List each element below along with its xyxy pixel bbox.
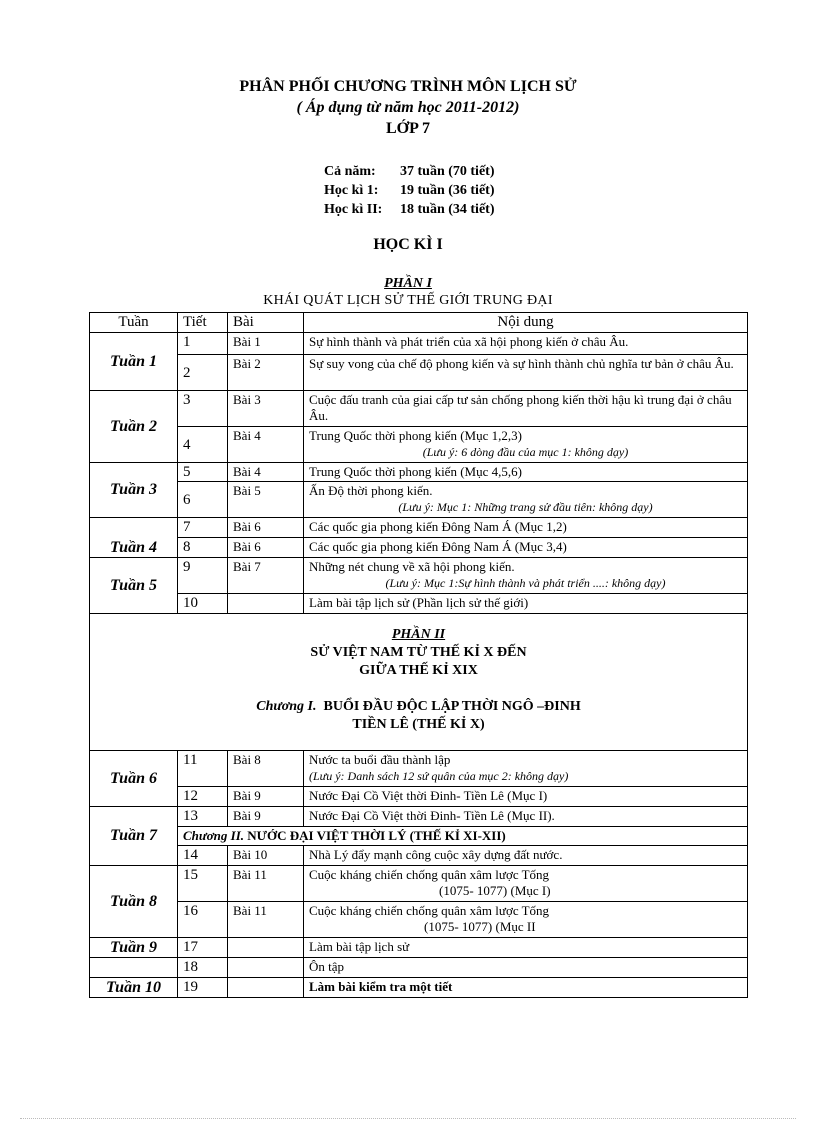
lesson-cell: Bài 6	[228, 518, 304, 538]
part2-title-line2: GIỮA THẾ KỈ XIX	[359, 663, 478, 678]
summary-semester-2	[324, 202, 495, 218]
lesson-cell	[228, 978, 304, 998]
note-text: (Lưu ý: Mục 1: Những trang sử đầu tiên: không dạy)	[398, 500, 653, 514]
week-cell: Tuần 2	[90, 391, 178, 463]
content-cell: Làm bài tập lịch sử (Phần lịch sử thế giới)	[304, 594, 748, 614]
week-cell: Tuần 5	[90, 558, 178, 614]
period-cell: 2	[178, 355, 228, 391]
content-cell	[304, 866, 748, 902]
chapter-row	[90, 827, 748, 846]
period-cell: 19	[178, 978, 228, 998]
chapter2-cell	[178, 827, 748, 846]
period-cell: 1	[178, 333, 228, 355]
content-cell	[304, 751, 748, 787]
part2-cell	[90, 614, 748, 751]
table-row	[90, 807, 748, 827]
lesson-cell: Bài 11	[228, 902, 304, 938]
note-text: (Lưu ý: Danh sách 12 sứ quân của mục 2: không dạy)	[309, 769, 569, 783]
content-text: Nước ta buổi đầu thành lập	[309, 752, 451, 767]
week-cell: Tuần 10	[90, 978, 178, 998]
content-cell	[304, 427, 748, 463]
lesson-cell	[228, 958, 304, 978]
document-title: PHÂN PHỐI CHƯƠNG TRÌNH MÔN LỊCH SỬ	[239, 78, 577, 95]
part1-label: PHẦN I	[384, 276, 432, 291]
table-row	[90, 518, 748, 538]
period-cell: 18	[178, 958, 228, 978]
table-row	[90, 538, 748, 558]
part1-title: KHÁI QUÁT LỊCH SỬ THẾ GIỚI TRUNG ĐẠI	[263, 293, 553, 308]
grade-label: LỚP 7	[385, 120, 430, 137]
content-cell: Cuộc đấu tranh của giai cấp tư sản chống phong kiến thời hậu kì trung đại ở châu Âu.	[304, 391, 748, 427]
content-text: Trung Quốc thời phong kiến (Mục 1,2,3)	[309, 428, 522, 443]
table-row	[90, 902, 748, 938]
curriculum-table	[89, 312, 748, 998]
table-row	[90, 938, 748, 958]
period-cell: 7	[178, 518, 228, 538]
period-cell: 6	[178, 482, 228, 518]
lesson-cell: Bài 7	[228, 558, 304, 594]
summary-label: Học kì II:	[324, 202, 383, 217]
page-bottom-divider	[20, 1118, 796, 1119]
period-cell: 14	[178, 846, 228, 866]
content-cell: Sự hình thành và phát triển của xã hội phong kiến ở châu Âu.	[304, 333, 748, 355]
content-cell: Nước Đại Cồ Việt thời Đinh- Tiền Lê (Mục II).	[304, 807, 748, 827]
content-text-line2: (1075- 1077) (Mục II	[424, 919, 536, 934]
week-cell: Tuần 8	[90, 866, 178, 938]
summary-year	[324, 164, 495, 180]
content-text-line2: (1075- 1077) (Mục I)	[439, 883, 551, 898]
chapter1-title-line2: TIỀN LÊ (THẾ KỈ X)	[352, 717, 485, 732]
summary-semester-1	[324, 183, 495, 199]
week-cell: Tuần 9	[90, 938, 178, 958]
chapter1-title-line1: BUỔI ĐẦU ĐỘC LẬP THỜI NGÔ –ĐINH	[323, 699, 581, 714]
content-cell: Nước Đại Cồ Việt thời Đinh- Tiền Lê (Mục I)	[304, 787, 748, 807]
period-cell: 8	[178, 538, 228, 558]
period-cell: 17	[178, 938, 228, 958]
period-cell: 5	[178, 463, 228, 482]
note-text: (Lưu ý: Mục 1:Sự hình thành và phát triển ....: không dạy)	[385, 576, 666, 590]
content-text: Những nét chung về xã hội phong kiến.	[309, 559, 515, 574]
part2-section	[90, 614, 748, 751]
content-cell	[304, 558, 748, 594]
content-text: Ấn Độ thời phong kiến.	[309, 483, 433, 498]
period-cell: 11	[178, 751, 228, 787]
document-subtitle: ( Áp dụng từ năm học 2011-2012)	[296, 99, 520, 116]
summary-value: 19 tuần (36 tiết)	[400, 183, 495, 198]
chapter2-label: Chương II.	[183, 828, 245, 843]
lesson-cell: Bài 3	[228, 391, 304, 427]
content-cell: Làm bài kiểm tra một tiết	[304, 978, 748, 998]
lesson-cell	[228, 594, 304, 614]
lesson-cell: Bài 5	[228, 482, 304, 518]
week-cell: Tuần 6	[90, 751, 178, 807]
semester-heading: HỌC KÌ I	[373, 236, 443, 253]
lesson-cell: Bài 4	[228, 463, 304, 482]
content-cell: Trung Quốc thời phong kiến (Mục 4,5,6)	[304, 463, 748, 482]
lesson-cell: Bài 9	[228, 807, 304, 827]
period-cell: 9	[178, 558, 228, 594]
lesson-cell: Bài 2	[228, 355, 304, 391]
content-cell	[304, 482, 748, 518]
content-cell: Ôn tập	[304, 958, 748, 978]
table-row	[90, 594, 748, 614]
content-cell: Sự suy vong của chế độ phong kiến và sự hình thành chủ nghĩa tư bản ở châu Âu.	[304, 355, 748, 391]
period-cell: 12	[178, 787, 228, 807]
chapter1-heading	[94, 698, 743, 716]
chapter1-label: Chương I.	[256, 699, 317, 714]
content-cell: Các quốc gia phong kiến Đông Nam Á (Mục 3,4)	[304, 538, 748, 558]
lesson-cell: Bài 9	[228, 787, 304, 807]
lesson-cell: Bài 11	[228, 866, 304, 902]
content-cell	[304, 902, 748, 938]
table-row	[90, 787, 748, 807]
table-row	[90, 958, 748, 978]
table-header	[90, 313, 748, 333]
table-row	[90, 751, 748, 787]
summary-label: Học kì 1:	[324, 183, 379, 198]
summary-label: Cả năm:	[324, 164, 376, 179]
part2-title-line1: SỬ VIỆT NAM TỪ THẾ KỈ X ĐẾN	[310, 645, 527, 660]
table-row	[90, 978, 748, 998]
note-text: (Lưu ý: 6 dòng đầu của mục 1: không dạy)	[422, 445, 629, 459]
table-row	[90, 355, 748, 391]
lesson-cell: Bài 1	[228, 333, 304, 355]
period-cell: 15	[178, 866, 228, 902]
lesson-cell: Bài 8	[228, 751, 304, 787]
week-cell-empty	[90, 958, 178, 978]
table-row	[90, 482, 748, 518]
table-row	[90, 333, 748, 355]
lesson-cell: Bài 6	[228, 538, 304, 558]
part2-label: PHẦN II	[391, 627, 446, 642]
content-cell: Các quốc gia phong kiến Đông Nam Á (Mục 1,2)	[304, 518, 748, 538]
lesson-cell: Bài 10	[228, 846, 304, 866]
col-week-header: Tuần	[90, 313, 178, 333]
table-row	[90, 558, 748, 594]
period-cell: 16	[178, 902, 228, 938]
week-cell: Tuần 3	[90, 463, 178, 518]
table-row	[90, 866, 748, 902]
table-row	[90, 846, 748, 866]
table-row	[90, 427, 748, 463]
period-cell: 4	[178, 427, 228, 463]
col-content-header: Nội dung	[304, 313, 748, 333]
period-cell: 3	[178, 391, 228, 427]
content-cell: Nhà Lý đẩy mạnh công cuộc xây dựng đất nước.	[304, 846, 748, 866]
period-cell: 10	[178, 594, 228, 614]
content-text: Cuộc kháng chiến chống quân xâm lược Tống	[309, 867, 550, 882]
chapter2-title: NƯỚC ĐẠI VIỆT THỜI LÝ (THẾ KỈ XI-XII)	[247, 828, 506, 843]
week-cell: Tuần 7	[90, 807, 178, 866]
lesson-cell: Bài 4	[228, 427, 304, 463]
week-cell: Tuần 1	[90, 333, 178, 391]
summary-value: 37 tuần (70 tiết)	[400, 164, 495, 179]
week-cell: Tuần 4	[90, 518, 178, 558]
lesson-cell	[228, 938, 304, 958]
content-cell: Làm bài tập lịch sử	[304, 938, 748, 958]
period-cell: 13	[178, 807, 228, 827]
table-row	[90, 391, 748, 427]
content-text: Cuộc kháng chiến chống quân xâm lược Tống	[309, 903, 550, 918]
summary-value: 18 tuần (34 tiết)	[400, 202, 495, 217]
table-row	[90, 463, 748, 482]
col-lesson-header: Bài	[228, 313, 304, 333]
col-period-header: Tiết	[178, 313, 228, 333]
